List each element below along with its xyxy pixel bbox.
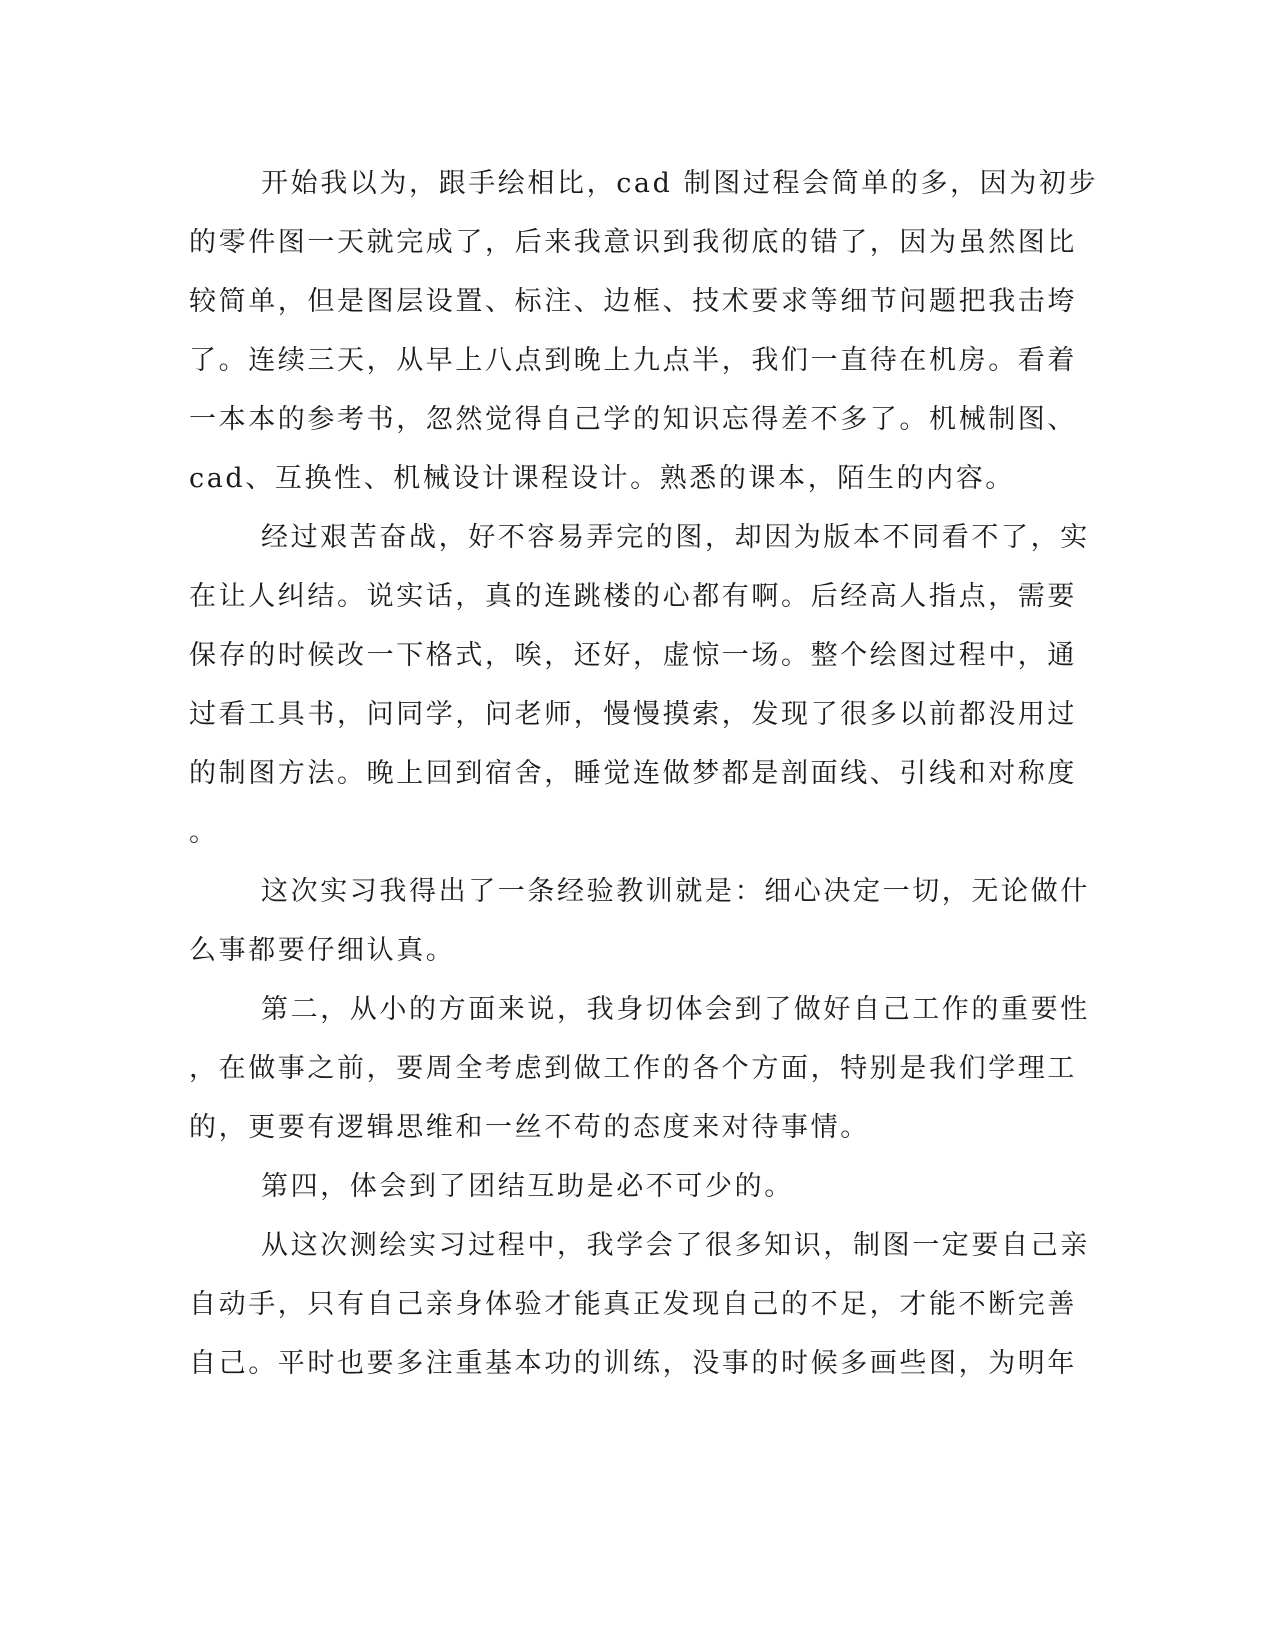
text-line-3: 较简单，但是图层设置、标注、边框、技术要求等细节问题把我击垮 — [189, 286, 1077, 317]
text-line-5: 一本本的参考书，忽然觉得自己学的知识忘得差不多了。机械制图、 — [189, 404, 1077, 435]
text-line-17: 的，更要有逻辑思维和一丝不苟的态度来对待事情。 — [189, 1112, 870, 1143]
text-line-10: 过看工具书，问同学，问老师，慢慢摸索，发现了很多以前都没用过 — [189, 699, 1077, 730]
text-line-14: 么事都要仔细认真。 — [189, 935, 456, 966]
text-line-15: 第二，从小的方面来说，我身切体会到了做好自己工作的重要性 — [261, 994, 1090, 1025]
text-line-13: 这次实习我得出了一条经验教训就是：细心决定一切，无论做什 — [261, 876, 1090, 907]
text-line-4: 了。连续三天，从早上八点到晚上九点半，我们一直待在机房。看着 — [189, 345, 1077, 376]
text-line-20: 自动手，只有自己亲身体验才能真正发现自己的不足，才能不断完善 — [189, 1289, 1077, 1320]
text-line-8: 在让人纠结。说实话，真的连跳楼的心都有啊。后经高人指点，需要 — [189, 581, 1077, 612]
text-line-1: 开始我以为，跟手绘相比，cad 制图过程会简单的多，因为初步 — [261, 168, 1099, 199]
text-line-12: 。 — [189, 817, 219, 848]
text-line-21: 自己。平时也要多注重基本功的训练，没事的时候多画些图，为明年 — [189, 1348, 1077, 1379]
text-line-19: 从这次测绘实习过程中，我学会了很多知识，制图一定要自己亲 — [261, 1230, 1090, 1261]
text-line-16: ，在做事之前，要周全考虑到做工作的各个方面，特别是我们学理工 — [189, 1053, 1077, 1084]
text-line-18: 第四，体会到了团结互助是必不可少的。 — [261, 1171, 794, 1202]
text-line-9: 保存的时候改一下格式，唉，还好，虚惊一场。整个绘图过程中，通 — [189, 640, 1077, 671]
text-line-7: 经过艰苦奋战，好不容易弄完的图，却因为版本不同看不了，实 — [261, 522, 1090, 553]
text-line-2: 的零件图一天就完成了，后来我意识到我彻底的错了，因为虽然图比 — [189, 227, 1077, 258]
text-line-11: 的制图方法。晚上回到宿舍，睡觉连做梦都是剖面线、引线和对称度 — [189, 758, 1077, 789]
text-line-6: cad、互换性、机械设计课程设计。熟悉的课本，陌生的内容。 — [189, 463, 1015, 494]
